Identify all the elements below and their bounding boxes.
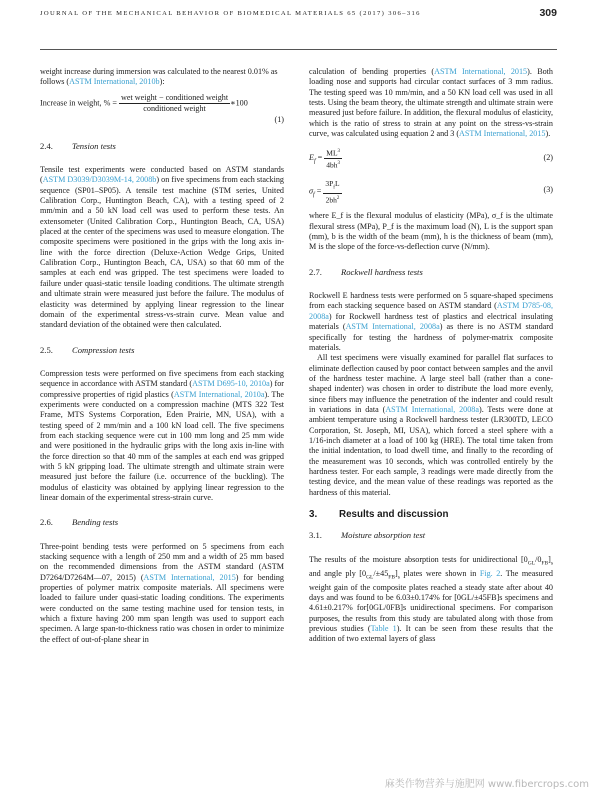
citation-link[interactable]: ASTM International, 2015 [459,129,546,139]
citation-link[interactable]: ASTM International, 2010b [69,77,160,87]
equation-2: $E_f$ = $\frac{ML^3}{4bh^3}$ (2) [309,148,553,170]
rockwell-paragraph-1: Rockwell E hardness tests were performed on 5 square-shaped specimens from each stacking sequence based on ASTM standard (ASTM D785-08, 2008a) for Rockwell hardness test of plastics and electrical insulating materials (ASTM International, 2008a) as there is no ASTM standard specifically for testing the hardness of polymer-matrix composite materials. [309,291,554,352]
variables-definition-paragraph: where E_f is the flexural modulus of elasticity (MPa), σ_f is the ultimate flexural stress (MPa), P_f is the maximum load (N), L is the support span (mm), b is the width of the beam (mm), h is the thickness of beam (mm), M is the slope of the force-vs-deflection curve (N/mm). [309,211,553,252]
section-3-1-heading: 3.1. Moisture absorption test [309,530,426,541]
section-2-6-heading: 2.6. Bending tests [40,517,119,528]
citation-link[interactable]: ASTM D785-08, 2008a [309,301,553,321]
citation-link[interactable]: ASTM D695-10, 2010a [192,379,270,389]
citation-link[interactable]: ASTM International, 2008a [385,404,479,414]
journal-header: JOURNAL OF THE MECHANICAL BEHAVIOR OF BIOMEDICAL MATERIALS 65 (2017) 306–316 [40,10,421,17]
citation-link[interactable]: ASTM D3039/D3039M-14, 2008b [42,175,157,185]
intro-paragraph: weight increase during immersion was calculated to the nearest 0.01% as follows (ASTM International, 2010b): [40,67,278,87]
header-rule [40,49,557,50]
bending-tests-paragraph: Three-point bending tests were performed on 5 specimens from each stacking sequence with a length of 250 mm and a width of 25 mm based on the recommended dimensions from the ASTM standard (ASTM D7264/D7264M—07, 2015) (ASTM International, 2015) for bending properties of polymer matrix composite materials. All specimens were loaded to failure under quasi-static loading conditions. The experiments were conducted on the same testing machine used for tension tests, in which a fixture having 200 mm span length was used to support each specimen. A large span-to-thickness ratio was chosen in order to minimize the effect of out-of-plane shear in [40,541,284,644]
moisture-absorption-paragraph: The results of the moisture absorption tests for unidirectional $[0_{GL}/0_{FB}]_s$ and angle ply $[0_{GL}/\pm 45_{FB}]_s$ plates were shown in Fig. 2. The measured weight gain of the composite plates reached a steady state after about 40 days and was found to be 6.03±0.174% for [0GL/±45FB]s specimens and 4.61±0.217% for[0GL/0FB]s unidirectional specimens. For comparison purposes, the results from this study are tabulated along with those from previous studies (Table 1). It can be seen from these results that the addition of two external layers of glass [309,554,553,644]
citation-link[interactable]: ASTM International, 2015 [143,572,236,582]
equation-1: Increase in weight, % = $\frac{\text{wet weight − conditioned weight}}{\text{conditioned weight}}$ ∗100 (1) [40,92,284,124]
watermark: 麻类作物营养与施肥网 www.fibercrops.com [384,779,589,790]
citation-link[interactable]: ASTM International, 2010a [173,389,265,399]
equation-number: (2) [543,153,553,163]
tension-tests-paragraph: Tensile test experiments were conducted based on ASTM standards (ASTM D3039/D3039M-14, 2008b) on five specimens from each stacking sequence (SP01–SP05). A tensile test machine (STM series, United Calibration Corp., Huntington Beach, CA), with a testing speed of 2 mm/min and a 50 kN load cell was used to perform these tests. An extensometer (United Calibration Corp., Huntington Beach, CA, USA) placed at the center of the specimens was used to measure elongation. The composite specimens were positioned in the grips with the long axis in-line with the force direction (Deluxe-Action Wedge Grips, United Calibration Corp., Huntington Beach, CA, USA) so that 60 mm of the samples at each end was gripped. The test specimens were loaded to failure under quasi-static tensile loading conditions. The ultimate strength and ultimate strain were measured just before the failure. The modulus of elasticity was determined by applying linear regression to the linear domain of the experimental stress-vs-strain curve. Mean value and standard deviation of the obtained were then calculated. [40,165,284,330]
citation-link[interactable]: ASTM International, 2015 [434,67,528,76]
citation-link[interactable]: ASTM International, 2008a [345,322,440,332]
section-3-heading: 3. Results and discussion [309,509,449,520]
rockwell-paragraph-2: All test specimens were visually examined for parallel flat surfaces to eliminate deflection caused by poor contact between samples and the anvil of the hardness tester machine. A large steel ball (rather than a cone-shaped indenter) was chosen in order to distribute the load more evenly, since fibers may influence the penetration of the indenter and could result in variations in data (ASTM International, 2008a). Tests were done at ambient temperature using a Rockwell hardness tester (LR300TD, LECO Corporation, St. Joseph, MI, USA), which forced a steel sphere with a 1/16-inch diameter at a load of 100 kg (HRE). The total time taken from the initial indentation, to load dwell time, and finally to the recording of the measurement was 10 seconds, which was controlled entirely by the hardness tester. For each sample, 3 readings were made directly from the testing device, and the mean value of these readings was reported as the hardness of this material. [309,353,553,497]
figure-link[interactable]: Fig. 2 [479,568,501,578]
section-2-7-heading: 2.7. Rockwell hardness tests [309,266,423,277]
equation-number: (1) [274,114,284,124]
right-column [309,67,553,645]
left-column [40,67,284,645]
bending-continued-paragraph: calculation of bending properties (ASTM International, 2015). Both loading nose and supports had circular contact surfaces of 3 mm radius. The testing speed was 10 mm/min, and a 50 KN load cell was used in all tests. Using the beam theory, the ultimate strength and ultimate strain were measured just before failure. In addition, the flexural modulus of elasticity, which is the ratio of stress to strain at any point on the stress-vs-strain curve, was calculated using equation 2 and 3 (ASTM International, 2015). [309,67,553,139]
compression-tests-paragraph: Compression tests were performed on five specimens from each stacking sequence in accordance with ASTM standard (ASTM D695-10, 2010a) for compressive properties of rigid plastics (ASTM International, 2010a). The experiments were conducted on a compression machine (MTS 322 Test Frame, MTS Systems Corporation, Eden Prairie, MN, USA), with a testing speed of 2 mm/min and a 100 kN load cell. The five specimens from each stacking sequence were cut in 100 mm long and 25 mm wide and were positioned in the hydraulic grips with the long axis in-line with the force direction so that 40 mm of the samples at each end was gripped with 5 kN gripping load. The ultimate strength and ultimate strain were measured just before the failure (i.e. occurrence of the buckling). The modulus of elasticity was obtained by applying linear regression to the linear domain of the experimental stress-strain curve. [40,368,284,502]
equation-number: (3) [543,185,553,195]
section-2-4-heading: 2.4. Tension tests [40,140,116,151]
page-number: 309 [539,7,557,19]
section-2-5-heading: 2.5. Compression tests [40,344,135,355]
table-link[interactable]: Table 1 [370,624,397,633]
equation-3: $\sigma_f$ = $\frac{3P_fL}{2bh^2}$ (3) [309,179,553,205]
